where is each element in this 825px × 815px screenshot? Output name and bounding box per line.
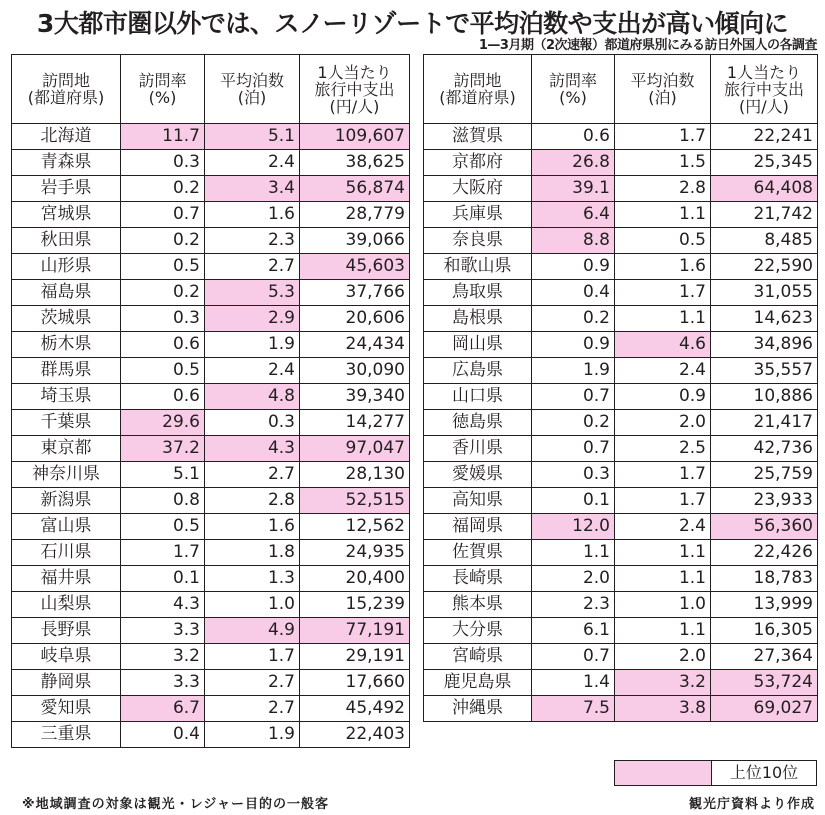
- prefecture-cell: 高知県: [424, 488, 532, 514]
- source-credit: 観光庁資料より作成: [688, 797, 815, 812]
- table-row: [424, 332, 818, 358]
- prefecture-cell: 長野県: [12, 618, 121, 644]
- avg-nights-cell: 2.7: [205, 696, 300, 722]
- prefecture-cell: 兵庫県: [424, 202, 532, 228]
- visit-rate-cell: 11.7: [121, 124, 205, 150]
- legend-label: 上位10位: [729, 763, 799, 782]
- prefecture-cell: 沖縄県: [424, 696, 532, 722]
- prefecture-cell: 宮城県: [12, 202, 121, 228]
- table-row: [424, 436, 818, 462]
- prefecture-cell: 千葉県: [12, 410, 121, 436]
- prefecture-cell: 滋賀県: [424, 124, 532, 150]
- spend-cell: 17,660: [300, 670, 410, 696]
- prefecture-cell: 栃木県: [12, 332, 121, 358]
- avg-nights-cell: 1.9: [205, 722, 300, 748]
- prefecture-cell: 長崎県: [424, 566, 532, 592]
- spend-cell: 45,603: [300, 254, 410, 280]
- avg-nights-cell: 1.3: [205, 566, 300, 592]
- column-header: 平均泊数 (泊): [205, 55, 300, 124]
- visit-rate-cell: 0.9: [532, 332, 615, 358]
- visit-rate-cell: 0.4: [121, 722, 205, 748]
- visit-rate-cell: 3.3: [121, 618, 205, 644]
- spend-cell: 22,403: [300, 722, 410, 748]
- prefecture-cell: 大分県: [424, 618, 532, 644]
- legend: [614, 760, 817, 786]
- visit-rate-cell: 0.2: [121, 176, 205, 202]
- page-title: 3大都市圏以外では、スノーリゾートで平均泊数や支出が高い傾向に: [36, 9, 789, 38]
- visit-rate-cell: 0.6: [532, 124, 615, 150]
- visit-rate-cell: 6.1: [532, 618, 615, 644]
- visit-rate-cell: 0.3: [532, 462, 615, 488]
- avg-nights-cell: 2.4: [615, 358, 711, 384]
- table-row: [12, 566, 410, 592]
- legend-swatch: [615, 761, 712, 785]
- spend-cell: 10,886: [711, 384, 818, 410]
- table-row: [424, 488, 818, 514]
- table-row: [424, 150, 818, 176]
- visit-rate-cell: 0.5: [121, 358, 205, 384]
- table-row: [12, 332, 410, 358]
- spend-cell: 20,606: [300, 306, 410, 332]
- prefecture-cell: 岐阜県: [12, 644, 121, 670]
- table-row: [424, 566, 818, 592]
- prefecture-cell: 大阪府: [424, 176, 532, 202]
- prefecture-cell: 神奈川県: [12, 462, 121, 488]
- prefecture-cell: 福岡県: [424, 514, 532, 540]
- spend-cell: 8,485: [711, 228, 818, 254]
- visit-rate-cell: 0.1: [121, 566, 205, 592]
- prefecture-cell: 鳥取県: [424, 280, 532, 306]
- avg-nights-cell: 1.0: [205, 592, 300, 618]
- table-row: [424, 280, 818, 306]
- prefecture-cell: 奈良県: [424, 228, 532, 254]
- prefecture-cell: 富山県: [12, 514, 121, 540]
- visit-rate-cell: 37.2: [121, 436, 205, 462]
- table-row: [424, 592, 818, 618]
- table-row: [12, 254, 410, 280]
- avg-nights-cell: 1.0: [615, 592, 711, 618]
- avg-nights-cell: 2.4: [205, 358, 300, 384]
- table-row: [424, 644, 818, 670]
- avg-nights-cell: 1.6: [205, 514, 300, 540]
- avg-nights-cell: 4.9: [205, 618, 300, 644]
- table-row: [424, 696, 818, 722]
- table-row: [12, 410, 410, 436]
- column-header: 訪問地 (都道府県): [424, 55, 532, 124]
- visit-rate-cell: 0.7: [532, 384, 615, 410]
- table-row: [424, 358, 818, 384]
- visit-rate-cell: 12.0: [532, 514, 615, 540]
- visit-rate-cell: 39.1: [532, 176, 615, 202]
- visit-rate-cell: 0.3: [121, 306, 205, 332]
- table-row: [12, 358, 410, 384]
- visit-rate-cell: 0.2: [121, 280, 205, 306]
- table-row: [424, 202, 818, 228]
- column-header: 平均泊数 (泊): [615, 55, 711, 124]
- prefecture-cell: 福井県: [12, 566, 121, 592]
- avg-nights-cell: 2.4: [205, 150, 300, 176]
- visit-rate-cell: 6.4: [532, 202, 615, 228]
- spend-cell: 22,590: [711, 254, 818, 280]
- table-row: [12, 540, 410, 566]
- spend-cell: 23,933: [711, 488, 818, 514]
- spend-cell: 22,241: [711, 124, 818, 150]
- spend-cell: 56,874: [300, 176, 410, 202]
- column-header: 1人当たり 旅行中支出 (円/人): [300, 55, 410, 124]
- avg-nights-cell: 5.1: [205, 124, 300, 150]
- avg-nights-cell: 2.5: [615, 436, 711, 462]
- table-row: [12, 384, 410, 410]
- left-table-body: [12, 124, 410, 748]
- table-row: [12, 202, 410, 228]
- visit-rate-cell: 0.2: [532, 306, 615, 332]
- prefecture-cell: 山梨県: [12, 592, 121, 618]
- prefecture-cell: 新潟県: [12, 488, 121, 514]
- table-row: [12, 228, 410, 254]
- table-row: [12, 150, 410, 176]
- avg-nights-cell: 4.8: [205, 384, 300, 410]
- table-row: [12, 670, 410, 696]
- prefecture-cell: 北海道: [12, 124, 121, 150]
- prefecture-cell: 徳島県: [424, 410, 532, 436]
- page-subtitle: 1—3月期（2次速報）都道府県別にみる訪日外国人の各調査: [478, 38, 817, 53]
- footnote: ※地域調査の対象は観光・レジャー目的の一般客: [22, 797, 330, 812]
- prefecture-cell: 広島県: [424, 358, 532, 384]
- avg-nights-cell: 0.5: [615, 228, 711, 254]
- spend-cell: 25,345: [711, 150, 818, 176]
- avg-nights-cell: 1.6: [615, 254, 711, 280]
- visit-rate-cell: 6.7: [121, 696, 205, 722]
- avg-nights-cell: 2.0: [615, 644, 711, 670]
- prefecture-cell: 埼玉県: [12, 384, 121, 410]
- right-table-body: [424, 124, 818, 722]
- table-row: [424, 670, 818, 696]
- avg-nights-cell: 2.0: [615, 410, 711, 436]
- avg-nights-cell: 1.9: [205, 332, 300, 358]
- left-table: [11, 54, 410, 748]
- visit-rate-cell: 0.8: [121, 488, 205, 514]
- spend-cell: 14,277: [300, 410, 410, 436]
- spend-cell: 38,625: [300, 150, 410, 176]
- prefecture-cell: 群馬県: [12, 358, 121, 384]
- column-header: 訪問地 (都道府県): [12, 55, 121, 124]
- spend-cell: 45,492: [300, 696, 410, 722]
- avg-nights-cell: 2.3: [205, 228, 300, 254]
- table-row: [424, 514, 818, 540]
- table-row: [424, 254, 818, 280]
- spend-cell: 16,305: [711, 618, 818, 644]
- visit-rate-cell: 29.6: [121, 410, 205, 436]
- visit-rate-cell: 0.3: [121, 150, 205, 176]
- visit-rate-cell: 0.6: [121, 384, 205, 410]
- visit-rate-cell: 8.8: [532, 228, 615, 254]
- table-row: [424, 618, 818, 644]
- spend-cell: 15,239: [300, 592, 410, 618]
- visit-rate-cell: 2.0: [532, 566, 615, 592]
- avg-nights-cell: 4.6: [615, 332, 711, 358]
- avg-nights-cell: 3.8: [615, 696, 711, 722]
- spend-cell: 35,557: [711, 358, 818, 384]
- prefecture-cell: 鹿児島県: [424, 670, 532, 696]
- avg-nights-cell: 1.7: [615, 488, 711, 514]
- prefecture-cell: 京都府: [424, 150, 532, 176]
- prefecture-cell: 石川県: [12, 540, 121, 566]
- avg-nights-cell: 2.8: [205, 488, 300, 514]
- spend-cell: 28,779: [300, 202, 410, 228]
- prefecture-cell: 青森県: [12, 150, 121, 176]
- spend-cell: 37,766: [300, 280, 410, 306]
- table-row: [12, 618, 410, 644]
- visit-rate-cell: 0.7: [532, 436, 615, 462]
- prefecture-cell: 佐賀県: [424, 540, 532, 566]
- visit-rate-cell: 1.4: [532, 670, 615, 696]
- spend-cell: 25,759: [711, 462, 818, 488]
- table-row: [424, 462, 818, 488]
- avg-nights-cell: 2.9: [205, 306, 300, 332]
- spend-cell: 53,724: [711, 670, 818, 696]
- visit-rate-cell: 1.7: [121, 540, 205, 566]
- visit-rate-cell: 4.3: [121, 592, 205, 618]
- spend-cell: 21,742: [711, 202, 818, 228]
- column-header: 訪問率 (%): [121, 55, 205, 124]
- table-row: [12, 124, 410, 150]
- prefecture-cell: 静岡県: [12, 670, 121, 696]
- spend-cell: 34,896: [711, 332, 818, 358]
- spend-cell: 39,340: [300, 384, 410, 410]
- spend-cell: 21,417: [711, 410, 818, 436]
- table-row: [12, 306, 410, 332]
- visit-rate-cell: 0.9: [532, 254, 615, 280]
- visit-rate-cell: 0.1: [532, 488, 615, 514]
- header-row: [12, 55, 410, 124]
- avg-nights-cell: 1.1: [615, 566, 711, 592]
- table-row: [12, 592, 410, 618]
- avg-nights-cell: 1.7: [205, 644, 300, 670]
- prefecture-cell: 愛知県: [12, 696, 121, 722]
- spend-cell: 97,047: [300, 436, 410, 462]
- spend-cell: 42,736: [711, 436, 818, 462]
- column-header: 訪問率 (%): [532, 55, 615, 124]
- spend-cell: 31,055: [711, 280, 818, 306]
- avg-nights-cell: 2.4: [615, 514, 711, 540]
- visit-rate-cell: 0.2: [121, 228, 205, 254]
- prefecture-cell: 島根県: [424, 306, 532, 332]
- prefecture-cell: 岩手県: [12, 176, 121, 202]
- spend-cell: 24,434: [300, 332, 410, 358]
- avg-nights-cell: 2.7: [205, 254, 300, 280]
- spend-cell: 13,999: [711, 592, 818, 618]
- avg-nights-cell: 2.7: [205, 670, 300, 696]
- spend-cell: 69,027: [711, 696, 818, 722]
- table-row: [424, 176, 818, 202]
- avg-nights-cell: 0.3: [205, 410, 300, 436]
- prefecture-cell: 香川県: [424, 436, 532, 462]
- avg-nights-cell: 1.7: [615, 462, 711, 488]
- avg-nights-cell: 3.2: [615, 670, 711, 696]
- prefecture-cell: 岡山県: [424, 332, 532, 358]
- visit-rate-cell: 0.7: [532, 644, 615, 670]
- prefecture-cell: 福島県: [12, 280, 121, 306]
- avg-nights-cell: 1.1: [615, 202, 711, 228]
- spend-cell: 109,607: [300, 124, 410, 150]
- prefecture-cell: 三重県: [12, 722, 121, 748]
- table-row: [12, 176, 410, 202]
- spend-cell: 28,130: [300, 462, 410, 488]
- spend-cell: 18,783: [711, 566, 818, 592]
- header-row: [424, 55, 818, 124]
- prefecture-cell: 和歌山県: [424, 254, 532, 280]
- spend-cell: 20,400: [300, 566, 410, 592]
- visit-rate-cell: 0.5: [121, 254, 205, 280]
- spend-cell: 30,090: [300, 358, 410, 384]
- prefecture-cell: 宮崎県: [424, 644, 532, 670]
- avg-nights-cell: 2.8: [615, 176, 711, 202]
- table-row: [424, 410, 818, 436]
- table-row: [424, 228, 818, 254]
- visit-rate-cell: 0.2: [532, 410, 615, 436]
- visit-rate-cell: 0.5: [121, 514, 205, 540]
- avg-nights-cell: 1.1: [615, 306, 711, 332]
- spend-cell: 12,562: [300, 514, 410, 540]
- avg-nights-cell: 1.5: [615, 150, 711, 176]
- table-row: [12, 696, 410, 722]
- prefecture-cell: 茨城県: [12, 306, 121, 332]
- spend-cell: 14,623: [711, 306, 818, 332]
- table-row: [424, 306, 818, 332]
- table-row: [12, 514, 410, 540]
- avg-nights-cell: 0.9: [615, 384, 711, 410]
- avg-nights-cell: 1.1: [615, 618, 711, 644]
- table-row: [424, 540, 818, 566]
- right-table: [423, 54, 818, 722]
- avg-nights-cell: 5.3: [205, 280, 300, 306]
- avg-nights-cell: 4.3: [205, 436, 300, 462]
- visit-rate-cell: 1.1: [532, 540, 615, 566]
- avg-nights-cell: 1.1: [615, 540, 711, 566]
- table-row: [12, 488, 410, 514]
- table-row: [424, 124, 818, 150]
- avg-nights-cell: 1.6: [205, 202, 300, 228]
- spend-cell: 27,364: [711, 644, 818, 670]
- avg-nights-cell: 1.7: [615, 280, 711, 306]
- prefecture-cell: 東京都: [12, 436, 121, 462]
- visit-rate-cell: 3.2: [121, 644, 205, 670]
- avg-nights-cell: 1.7: [615, 124, 711, 150]
- prefecture-cell: 熊本県: [424, 592, 532, 618]
- spend-cell: 29,191: [300, 644, 410, 670]
- column-header: 1人当たり 旅行中支出 (円/人): [711, 55, 818, 124]
- avg-nights-cell: 3.4: [205, 176, 300, 202]
- visit-rate-cell: 7.5: [532, 696, 615, 722]
- prefecture-cell: 秋田県: [12, 228, 121, 254]
- spend-cell: 77,191: [300, 618, 410, 644]
- table-row: [424, 384, 818, 410]
- spend-cell: 39,066: [300, 228, 410, 254]
- table-row: [12, 722, 410, 748]
- table-row: [12, 644, 410, 670]
- table-row: [12, 280, 410, 306]
- visit-rate-cell: 0.6: [121, 332, 205, 358]
- spend-cell: 52,515: [300, 488, 410, 514]
- table-row: [12, 436, 410, 462]
- visit-rate-cell: 1.9: [532, 358, 615, 384]
- prefecture-cell: 愛媛県: [424, 462, 532, 488]
- spend-cell: 24,935: [300, 540, 410, 566]
- avg-nights-cell: 2.7: [205, 462, 300, 488]
- spend-cell: 64,408: [711, 176, 818, 202]
- visit-rate-cell: 0.4: [532, 280, 615, 306]
- spend-cell: 56,360: [711, 514, 818, 540]
- spend-cell: 22,426: [711, 540, 818, 566]
- visit-rate-cell: 3.3: [121, 670, 205, 696]
- table-row: [12, 462, 410, 488]
- visit-rate-cell: 5.1: [121, 462, 205, 488]
- visit-rate-cell: 0.7: [121, 202, 205, 228]
- visit-rate-cell: 26.8: [532, 150, 615, 176]
- visit-rate-cell: 2.3: [532, 592, 615, 618]
- avg-nights-cell: 1.8: [205, 540, 300, 566]
- prefecture-cell: 山口県: [424, 384, 532, 410]
- prefecture-cell: 山形県: [12, 254, 121, 280]
